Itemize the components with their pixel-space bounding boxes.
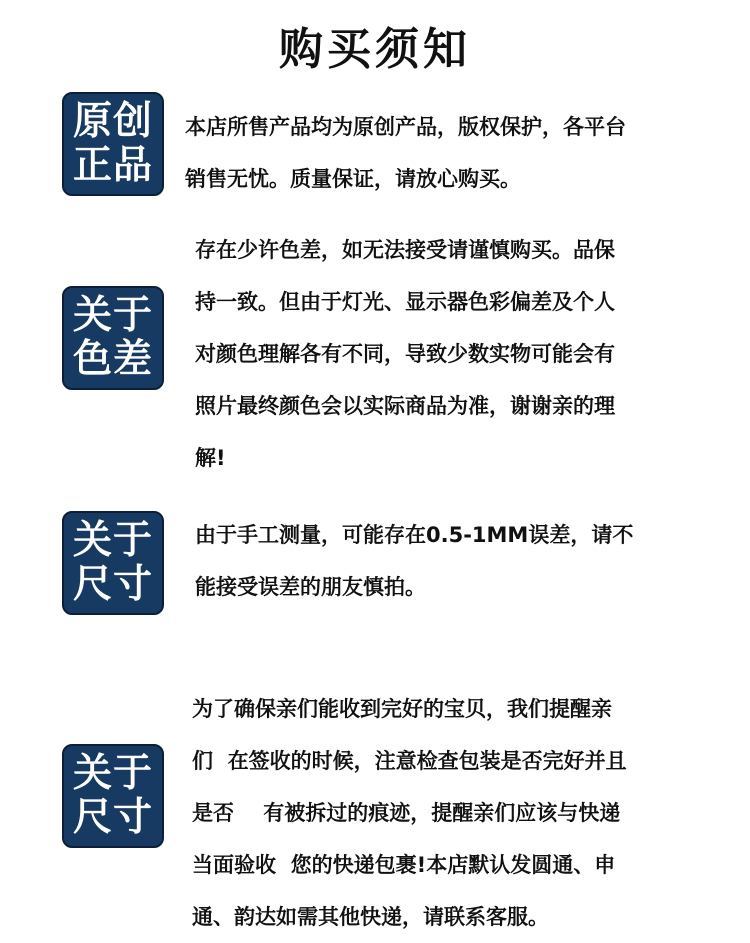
badge-line-2: 尺寸 [72,795,153,840]
section-text-color [195,224,615,484]
text-line: 存在少许色差，如无法接受请谨慎购买。品保 [195,238,615,262]
size-badge [62,511,164,615]
delivery-badge [62,744,164,848]
section-text-size [195,509,633,613]
text-line: 照片最终颜色会以实际商品为准，谢谢亲的理 [195,394,615,418]
badge-line-2: 正品 [72,143,153,188]
badge-line-1: 原创 [72,99,153,144]
text-line: 当面验收 您的快递包裹!本店默认发圆通、申 [192,853,616,877]
text-line: 通、韵达如需其他快递，请联系客服。 [192,905,549,929]
text-line: 是否 有被拆过的痕迹，提醒亲们应该与快递 [192,801,621,825]
text-line: 本店所售产品均为原创产品，版权保护，各平台 [185,115,626,139]
text-line: 由于手工测量，可能存在0.5-1MM误差，请不 [195,523,634,547]
text-line: 解! [195,446,226,470]
text-line: 持一致。但由于灯光、显示器色彩偏差及个人 [195,290,615,314]
text-line: 销售无忧。质量保证，请放心购买。 [185,167,521,191]
section-text-original [185,101,626,205]
text-line: 对颜色理解各有不同，导致少数实物可能会有 [195,342,615,366]
text-line: 们 在签收的时候，注意检查包装是否完好并且 [192,749,627,773]
badge-line-1: 关于 [72,751,153,796]
badge-line-2: 尺寸 [72,562,153,607]
text-line: 能接受误差的朋友慎拍。 [195,575,426,599]
badge-line-1: 关于 [72,518,153,563]
badge-line-1: 关于 [72,293,153,338]
text-line: 为了确保亲们能收到完好的宝贝，我们提醒亲 [192,697,612,721]
color-diff-badge [62,286,164,390]
original-badge [62,92,164,196]
section-text-delivery [192,683,627,943]
page-title: 购买须知 [279,24,471,75]
badge-line-2: 色差 [72,337,153,382]
